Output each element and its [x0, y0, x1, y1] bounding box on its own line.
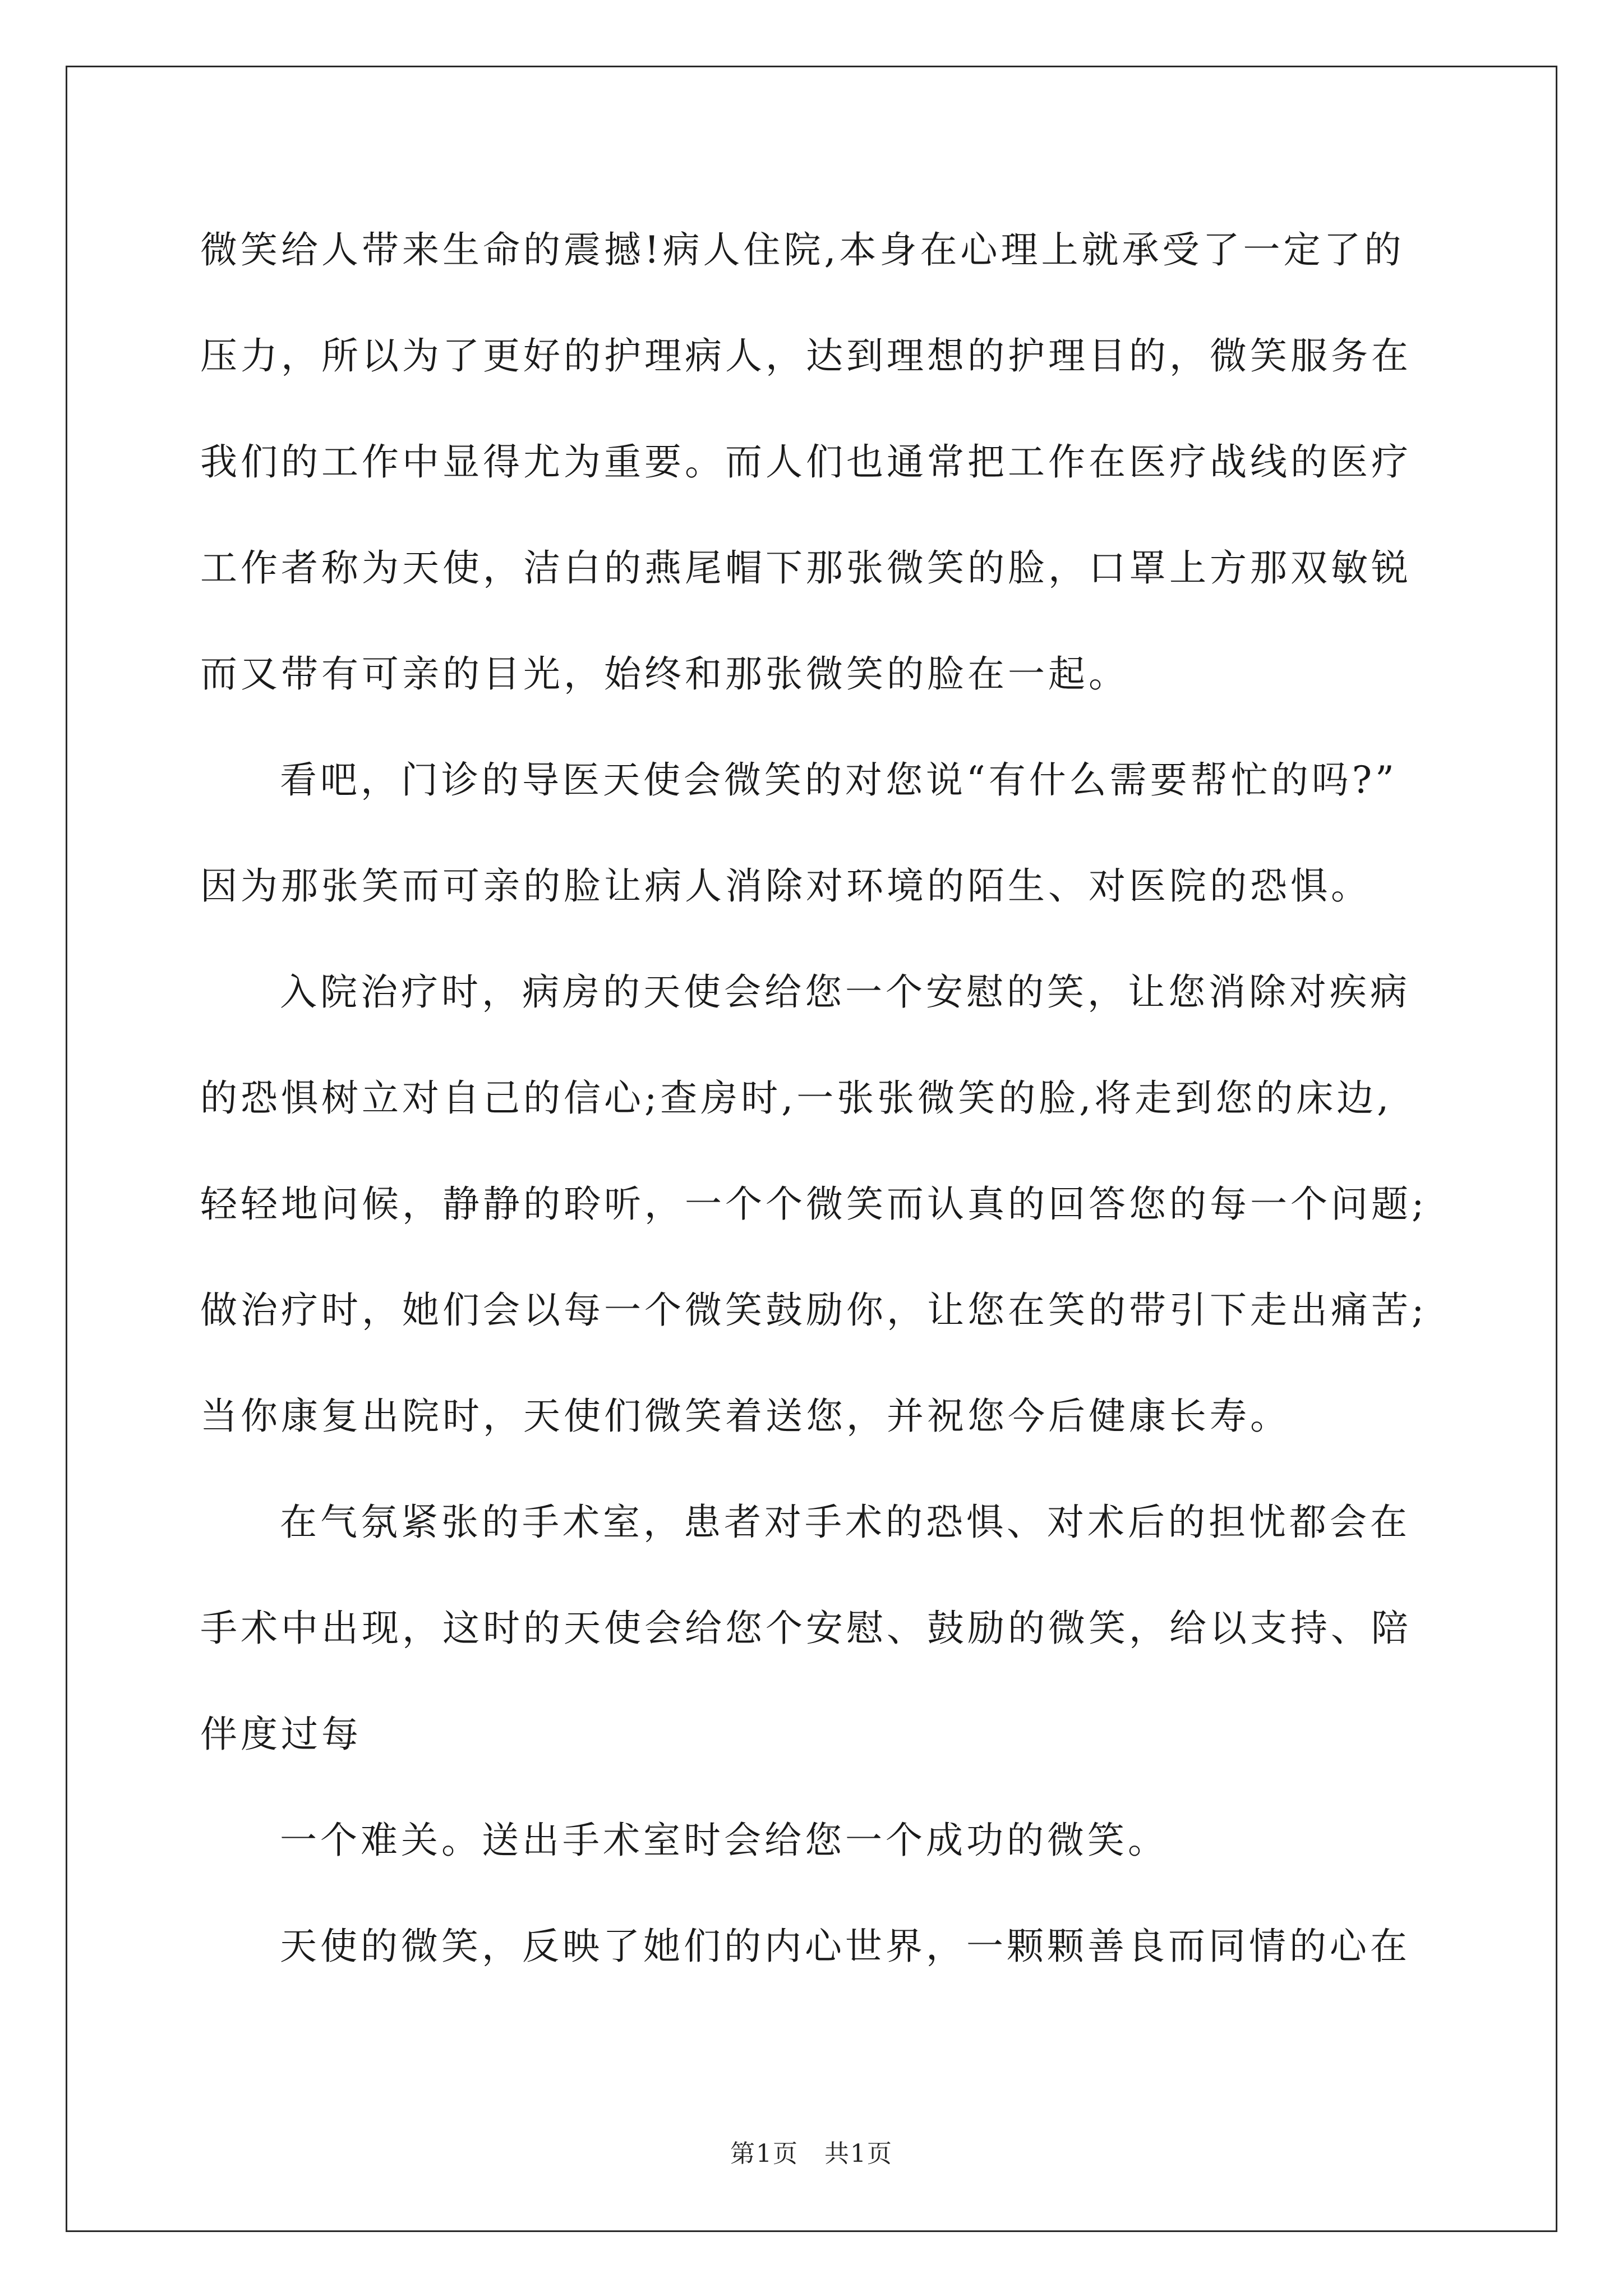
- paragraph-5: 一个难关。送出手术室时会给您一个成功的微笑。: [280, 1819, 1168, 1862]
- page-footer: 第1页 共1页: [730, 2139, 893, 2168]
- paragraph-3: 入院治疗时，病房的天使会给您一个安慰的笑，让您消除对疾病 的恐惧树立对自己的信心;查房时,一张张微笑的脸,将走到您的床边, 轻轻地问候，静静的聆听，一个个微笑而认真的回答您的每一个问题; 做治疗时，她们会以每一个微笑鼓励你，让您在笑的带引下走出痛苦; 当你康复出院时，天使们微笑着送您，并祝您今后健康长寿。: [200, 970, 1428, 1438]
- paragraph-6: 天使的微笑，反映了她们的内心世界，一颗颗善良而同情的心在: [280, 1925, 1410, 1968]
- paragraph-2: 看吧，门诊的导医天使会微笑的对您说“有什么需要帮忙的吗?” 因为那张笑而可亲的脸让病人消除对环境的陌生、对医院的恐惧。: [200, 758, 1398, 908]
- paragraph-1: 微笑给人带来生命的震撼!病人住院,本身在心理上就承受了一定了的 压力，所以为了更好的护理病人，达到理想的护理目的，微笑服务在 我们的工作中显得尤为重要。而人们也通常把工作在医疗战线的医疗 工作者称为天使，洁白的燕尾帽下那张微笑的脸，口罩上方那双敏锐 而又带有可亲的目光，始终和那张微笑的脸在一起。: [200, 228, 1412, 696]
- document-body: [200, 197, 1434, 1999]
- paragraph-4: 在气氛紧张的手术室，患者对手术的恐惧、对术后的担忧都会在 手术中出现，这时的天使会给您个安慰、鼓励的微笑，给以支持、陪 伴度过每: [200, 1501, 1412, 1756]
